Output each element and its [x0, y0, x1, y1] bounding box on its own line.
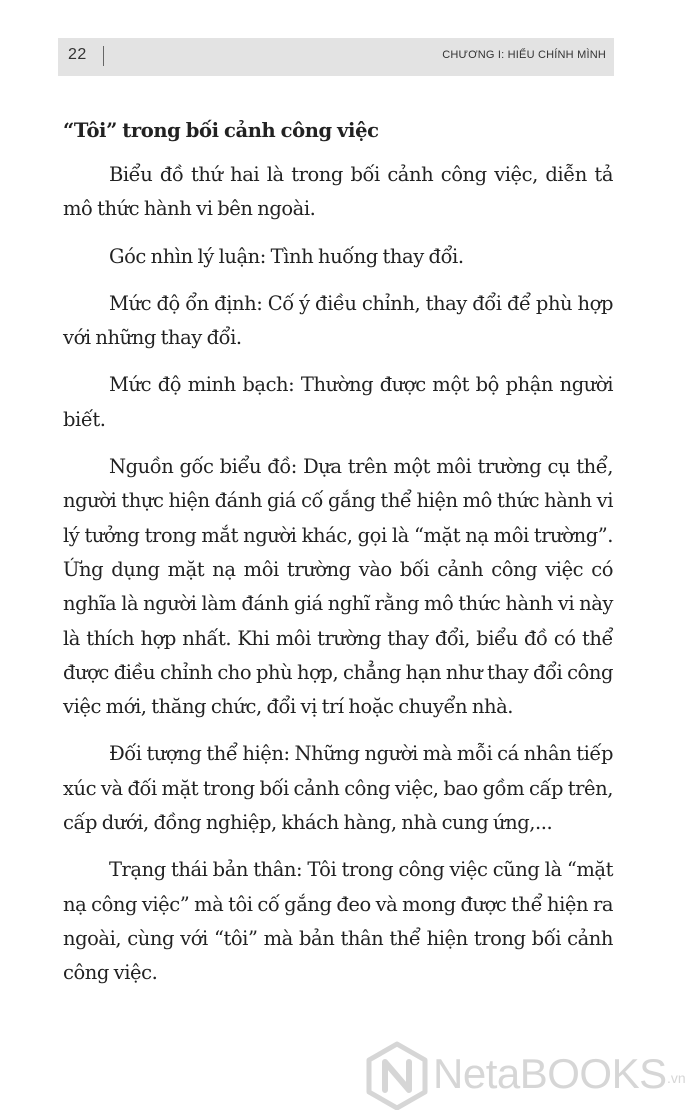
page-number: 22 — [68, 46, 87, 63]
chapter-title: CHƯƠNG I: HIỂU CHÍNH MÌNH — [442, 49, 606, 61]
running-header — [58, 38, 614, 76]
paragraph: Mức độ ổn định: Cố ý điều chỉnh, thay đổi để phù hợp với những thay đổi. — [63, 291, 613, 350]
paragraph: Đối tượng thể hiện: Những người mà mỗi cá nhân tiếp xúc và đối mặt trong bối cảnh công việc, bao gồm cấp trên, cấp dưới, đồng nghiệp, khách hàng, nhà cung ứng,... — [63, 742, 613, 835]
paragraph: Nguồn gốc biểu đồ: Dựa trên một môi trường cụ thể, người thực hiện đánh giá cố gắng thể hiện mô thức hành vi lý tưởng trong mắt người khác, gọi là “mặt nạ môi trường”. Ứng dụng mặt nạ môi trường vào bối cảnh công việc có nghĩa là người làm đánh giá nghĩ rằng mô thức hành vi này là thích hợp nhất. Khi môi trường thay đổi, biểu đồ có thể được điều chỉnh cho phù hợp, chẳng hạn như thay đổi công việc mới, thăng chức, đổi vị trí hoặc chuyển nhà. — [63, 455, 613, 719]
paragraph: Mức độ minh bạch: Thường được một bộ phận người biết. — [63, 373, 613, 431]
paragraph: Trạng thái bản thân: Tôi trong công việc cũng là “mặt nạ công việc” mà tôi cố gắng đeo và mong được thể hiện ra ngoài, cùng với “tôi” mà bản thân thể hiện trong bối cảnh công việc. — [63, 858, 613, 985]
watermark-suffix: .vn — [667, 1070, 686, 1086]
section-heading: “Tôi” trong bối cảnh công việc — [63, 119, 379, 142]
watermark — [365, 1040, 695, 1110]
page-body — [63, 116, 613, 1004]
paragraph: Biểu đồ thứ hai là trong bối cảnh công việc, diễn tả mô thức hành vi bên ngoài. — [63, 163, 613, 221]
header-divider — [103, 46, 104, 66]
neta-logo-icon — [365, 1040, 429, 1110]
paragraph: Góc nhìn lý luận: Tình huống thay đổi. — [109, 244, 464, 268]
watermark-brand: NetaBOOKS — [433, 1050, 667, 1097]
